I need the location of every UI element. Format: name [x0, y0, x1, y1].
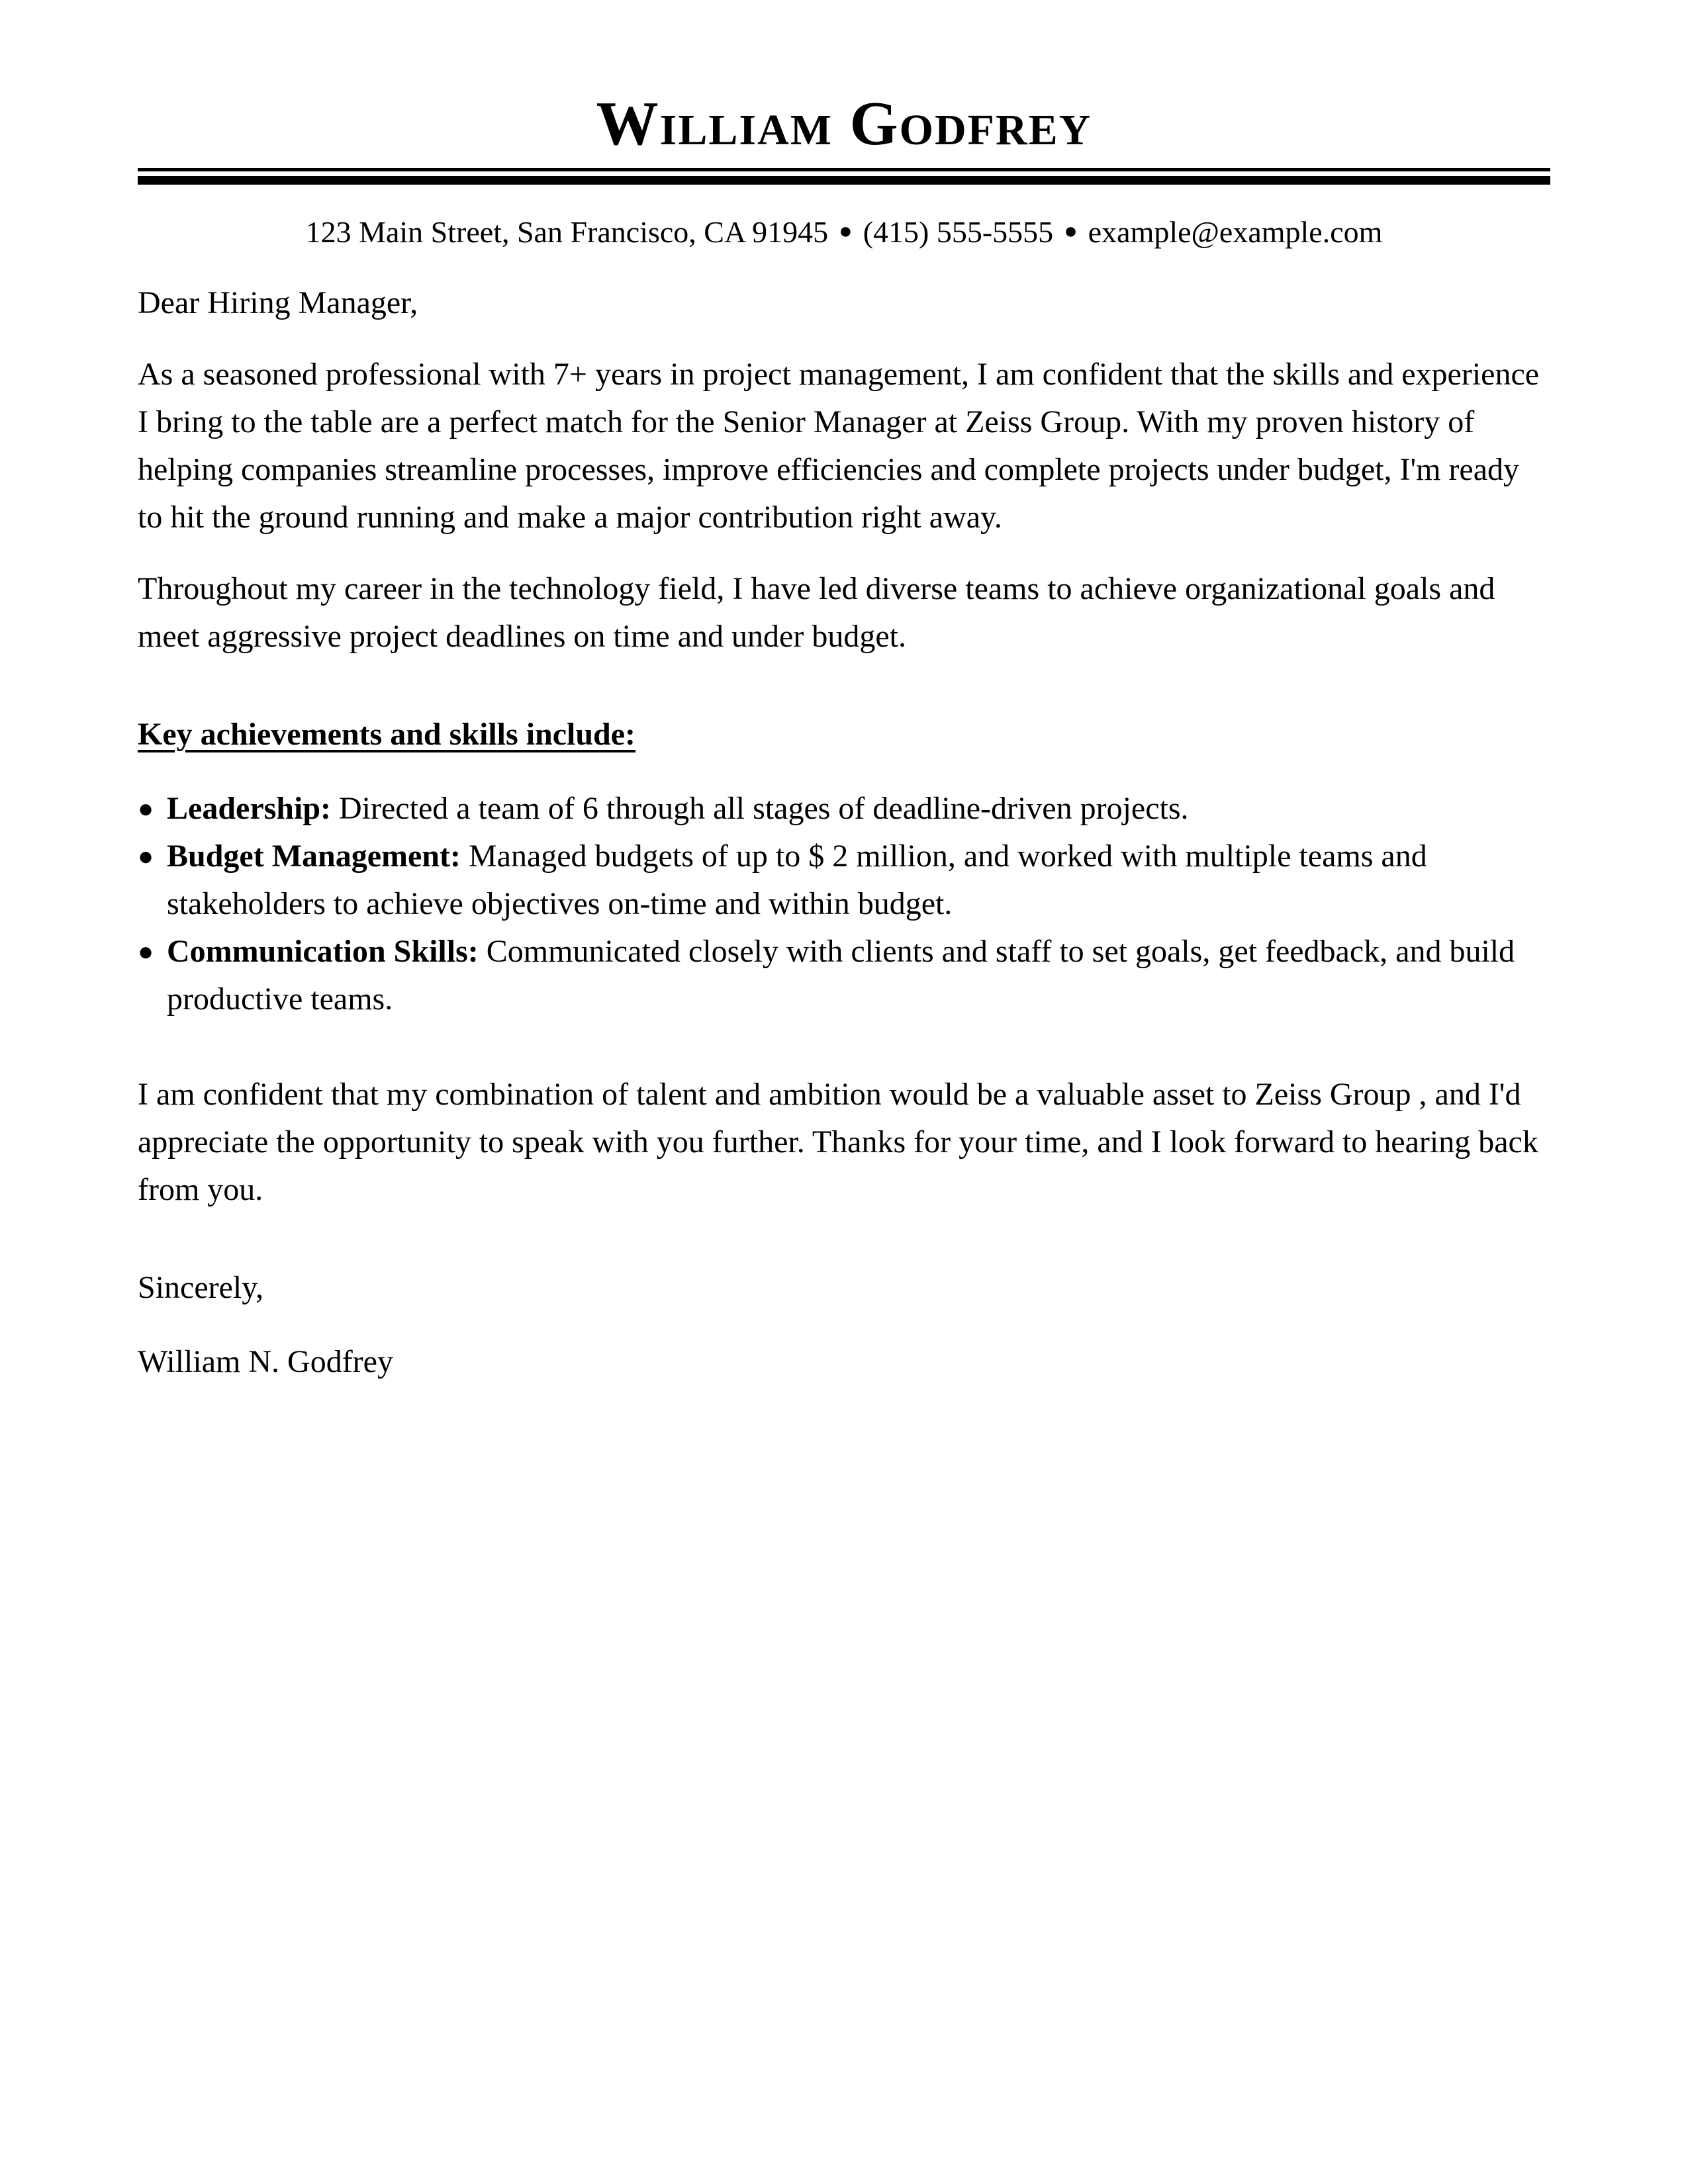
contact-phone: (415) 555-5555 — [863, 215, 1054, 249]
paragraph-intro: As a seasoned professional with 7+ years in project management, I am confident that the skills and experience I bring to the table are a perfect match for the Senior Manager at Zeiss Group. With my proven history of helping companies streamline processes, improve efficiencies and complete projects under budget, I'm ready to hit the ground running and make a major contribution right away. — [138, 357, 1540, 535]
contact-separator-icon: ● — [1064, 219, 1078, 244]
achievements-list — [138, 785, 1550, 1023]
list-item — [138, 928, 1550, 1023]
list-item — [138, 833, 1550, 928]
bullet-icon: ● — [138, 794, 154, 824]
spacer — [138, 1238, 1550, 1264]
contact-line — [138, 214, 1550, 250]
letter-body — [138, 279, 1550, 1386]
paragraph-closing: I am confident that my combination of talent and ambition would be a valuable asset to Zeiss Group , and I'd appreciate the opportunity to speak with you further. Thanks for your time, and I look forward to hearing back from you. — [138, 1077, 1538, 1208]
paragraph-career: Throughout my career in the technology field, I have led diverse teams to achieve organizational goals and meet aggressive project deadlines on time and under budget. — [138, 571, 1495, 655]
candidate-name: William Godfrey — [596, 89, 1092, 158]
achievement-text: Managed budgets of up to $ 2 million, and worked with multiple teams and stakeholders to achieve objectives on-time and within budget. — [167, 839, 1427, 922]
bullet-icon: ● — [138, 841, 154, 872]
contact-email[interactable]: example@example.com — [1088, 215, 1383, 249]
spacer — [138, 1312, 1550, 1338]
letter-header — [138, 0, 1550, 250]
achievement-label: Communication Skills: — [167, 934, 479, 970]
spacer — [138, 758, 1550, 785]
signature-name: William N. Godfrey — [138, 1344, 393, 1380]
list-item — [138, 785, 1550, 833]
salutation: Dear Hiring Manager, — [138, 285, 418, 321]
achievement-label: Budget Management: — [167, 839, 461, 874]
spacer — [138, 684, 1550, 711]
section-heading-key-achievements: Key achievements and skills include: — [138, 717, 636, 752]
contact-address: 123 Main Street, San Francisco, CA 91945 — [305, 215, 829, 249]
letter-content — [138, 0, 1550, 1386]
section-heading-wrap — [138, 711, 1550, 758]
achievement-label: Leadership: — [167, 791, 332, 827]
achievement-text: Communicated closely with clients and staff to set goals, get feedback, and build productive teams. — [167, 934, 1515, 1017]
sign-off: Sincerely, — [138, 1270, 264, 1306]
spacer — [138, 1023, 1550, 1071]
bullet-icon: ● — [138, 936, 154, 967]
contact-separator-icon: ● — [839, 219, 853, 244]
header-rule-thick — [138, 176, 1550, 185]
achievement-text: Directed a team of 6 through all stages of deadline-driven projects. — [331, 791, 1189, 827]
header-rule-gap — [138, 171, 1550, 176]
